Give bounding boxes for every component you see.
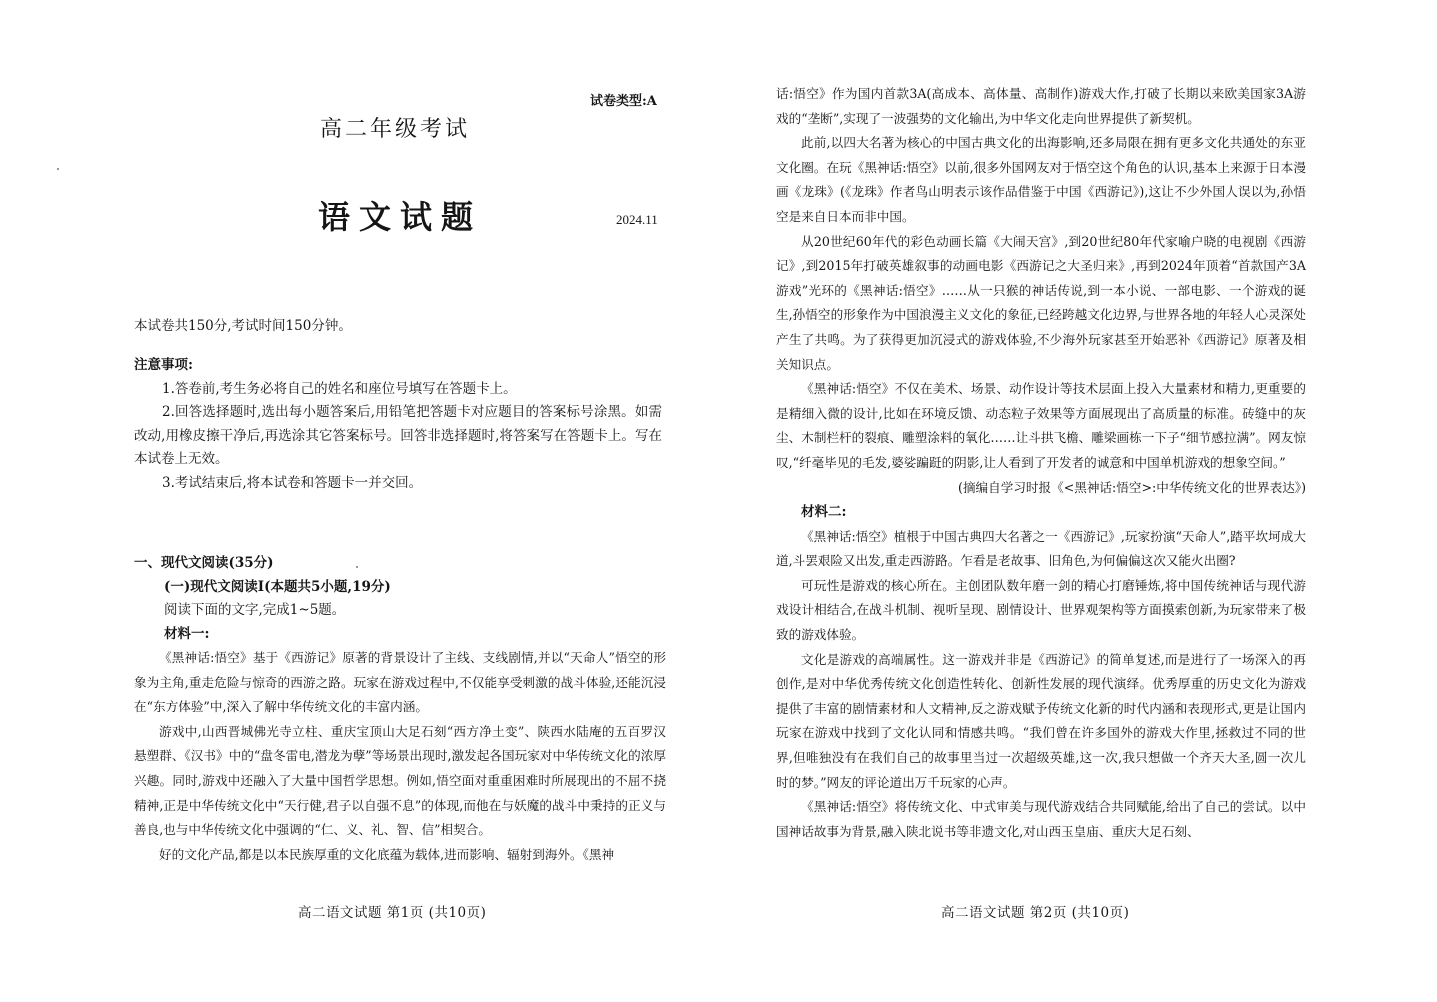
subsection-title: (一)现代文阅读Ⅰ(本题共5小题,19分) bbox=[164, 578, 391, 595]
paragraph: 游戏中,山西晋城佛光寺立柱、重庆宝顶山大足石刻“西方净土变”、陕西水陆庵的五百罗汉悬塑群、《汉书》中的“盘冬雷电,潜龙为孽”等场景出现时,激发起各国玩家对中华传统文化的浓厚兴趣。同时,游戏中还融入了大量中国哲学思想。例如,悟空面对重重困难时所展现出的不屈不挠精神,正是中华传统文化中“天行健,君子以自强不息”的体现,而他在与妖魔的战斗中秉持的正义与善良,也与中华传统文化中强调的“仁、义、礼、智、信”相契合。 bbox=[134, 723, 666, 838]
paragraph: 从20世纪60年代的彩色动画长篇《大闹天宫》,到20世纪80年代家喻户晓的电视剧《西游记》,到2015年打破英雄叙事的动画电影《西游记之大圣归来》,再到2024年顶着“首款国产3A游戏”光环的《黑神话:悟空》……从一只猴的神话传说,到一本小说、一部电影、一个游戏的诞生,孙悟空的形象作为中国浪漫主义文化的象征,已经跨越文化边界,与世界各地的年轻人心灵深处产生了共鸣。为了获得更加沉浸式的游戏体验,不少海外玩家甚至开始恶补《西游记》原著及相关知识点。 bbox=[776, 233, 1306, 372]
notice-item: 1.答卷前,考生务必将自己的姓名和座位号填写在答题卡上。 bbox=[162, 380, 517, 397]
material-2-title: 材料二: bbox=[801, 504, 847, 521]
scan-speck bbox=[356, 566, 358, 568]
instruction-text: 阅读下面的文字,完成1~5题。 bbox=[164, 602, 346, 618]
exam-page-2 bbox=[718, 0, 1437, 1002]
scan-speck bbox=[57, 168, 59, 170]
exam-page-1 bbox=[0, 0, 718, 1002]
paragraph: 《黑神话:悟空》将传统文化、中式审美与现代游戏结合共同赋能,给出了自己的尝试。以中国神话故事为背景,融入陕北说书等非遗文化,对山西玉皇庙、重庆大足石刻、 bbox=[776, 799, 1306, 839]
subject-title: 语文试题 bbox=[318, 198, 483, 236]
section-heading-block bbox=[134, 552, 666, 646]
page-footer: 高二语文试题 第1页 (共10页) bbox=[298, 905, 487, 921]
exam-info: 本试卷共150分,考试时间150分钟。 bbox=[134, 318, 352, 334]
exam-date: 2024.11 bbox=[616, 212, 658, 227]
notice-block bbox=[134, 354, 662, 495]
section-title: 一、现代文阅读(35分) bbox=[134, 555, 274, 571]
source-citation: (摘编自学习时报《<黑神话:悟空>:中华传统文化的世界表达》) bbox=[958, 479, 1306, 495]
paragraph: 《黑神话:悟空》植根于中国古典四大名著之一《西游记》,玩家扮演“天命人”,踏平坎坷成大道,斗罢艰险又出发,重走西游路。乍看是老故事、旧角色,为何偏偏这次又能火出圈? bbox=[776, 528, 1306, 569]
page-footer: 高二语文试题 第2页 (共10页) bbox=[941, 905, 1130, 921]
paragraph: 此前,以四大名著为核心的中国古典文化的出海影响,还多局限在拥有更多文化共通处的东亚文化圈。在玩《黑神话:悟空》以前,很多外国网友对于悟空这个角色的认识,基本上来源于日本漫画《龙珠》(《龙珠》作者鸟山明表示该作品借鉴于中国《西游记》),这让不少外国人误以为,孙悟空是来自日本而非中国。 bbox=[776, 135, 1306, 224]
paper-type-label: 试卷类型:A bbox=[590, 94, 657, 109]
paragraph: 可玩性是游戏的核心所在。主创团队数年磨一剑的精心打磨锤炼,将中国传统神话与现代游戏设计相结合,在战斗机制、视听呈现、剧情设计、世界观架构等方面摸索创新,为玩家带来了极致的游戏体验。 bbox=[776, 577, 1306, 643]
page-2-body bbox=[776, 82, 1306, 844]
exam-title: 高二年级考试 bbox=[320, 117, 471, 142]
paragraph: 《黑神话:悟空》不仅在美术、场景、动作设计等技术层面上投入大量素材和精力,更重要的是精细入微的设计,比如在环境反馈、动态粒子效果等方面展现出了高质量的标准。砖缝中的灰尘、木制栏杆的裂痕、雕塑涂料的氧化……让斗拱飞檐、雕梁画栋一下子“细节感拉满”。网友惊叹,“纤毫毕见的毛发,婆娑蹁跹的阴影,让人看到了开发者的诚意和中国单机游戏的想象空间。” bbox=[776, 381, 1306, 470]
paragraph: 文化是游戏的高端属性。这一游戏并非是《西游记》的简单复述,而是进行了一场深入的再创作,是对中华优秀传统文化创造性转化、创新性发展的现代演绎。优秀厚重的历史文化为游戏提供了丰富的剧情素材和人文精神,反之游戏赋予传统文化新的时代内涵和表现形式,更是让国内玩家在游戏中找到了文化认同和情感共鸣。“我们曾在许多国外的游戏大作里,拯救过不同的世界,但唯独没有在我们自己的故事里当过一次超级英雄,这一次,我只想做一个齐天大圣,圆一次儿时的梦。”网友的评论道出万千玩家的心声。 bbox=[776, 651, 1306, 790]
notice-item: 3.考试结束后,将本试卷和答题卡一并交回。 bbox=[162, 474, 423, 491]
paragraph-continuation: 话:悟空》作为国内首款3A(高成本、高体量、高制作)游戏大作,打破了长期以来欧美国家3A游戏的“垄断”,实现了一波强势的文化输出,为中华文化走向世界提供了新契机。 bbox=[776, 86, 1306, 126]
notice-item: 2.回答选择题时,选出每小题答案后,用铅笔把答题卡对应题目的答案标号涂黑。如需改动,用橡皮擦干净后,再选涂其它答案标号。回答非选择题时,将答案写在答题卡上。写在本试卷上无效。 bbox=[134, 404, 662, 467]
paragraph: 《黑神话:悟空》基于《西游记》原著的背景设计了主线、支线剧情,并以“天命人”悟空的形象为主角,重走危险与惊奇的西游之路。玩家在游戏过程中,不仅能享受刺激的战斗体验,还能沉浸在“东方体验”中,深入了解中华传统文化的丰富内涵。 bbox=[134, 650, 666, 715]
paragraph: 好的文化产品,都是以本民族厚重的文化底蕴为载体,进而影响、辐射到海外。《黑神 bbox=[159, 846, 615, 862]
material-1-title: 材料一: bbox=[164, 625, 210, 642]
material-1-body bbox=[134, 646, 666, 867]
notice-heading: 注意事项: bbox=[134, 357, 193, 373]
